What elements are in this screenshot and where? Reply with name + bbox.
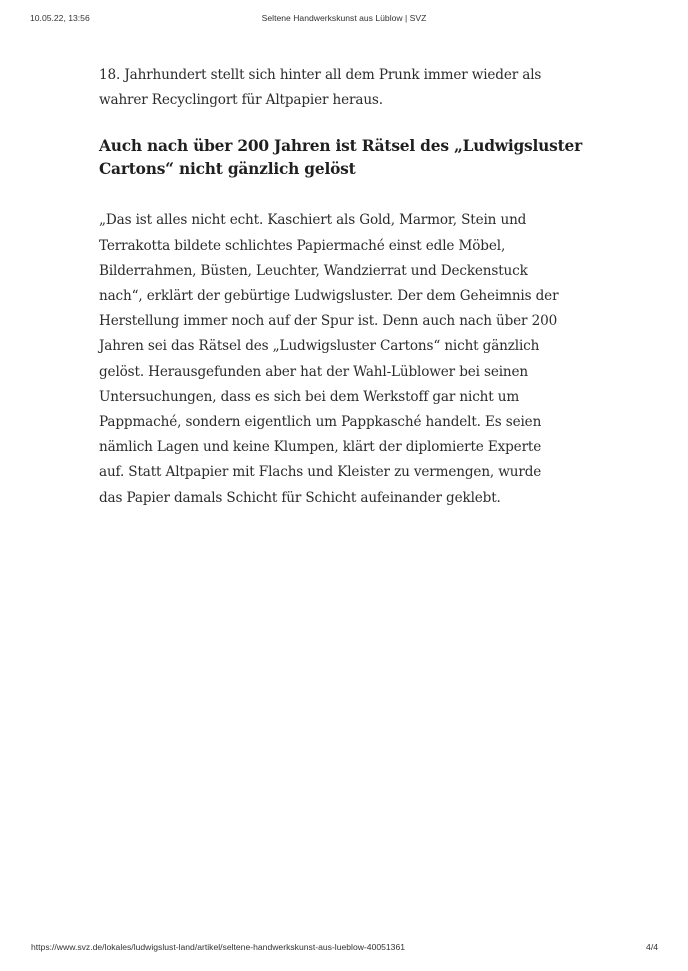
text-line: nach“, erklärt der gebürtige Ludwigsluster. Der dem Geheimnis der	[99, 288, 559, 305]
text-line: auf. Statt Altpapier mit Flachs und Kleister zu vermengen, wurde	[99, 464, 542, 481]
text-line: nämlich Lagen und keine Klumpen, klärt der diplomierte Experte	[99, 439, 542, 456]
section-subheading	[99, 135, 599, 180]
text-line: Jahren sei das Rätsel des „Ludwigsluster Cartons“ nicht gänzlich	[99, 338, 540, 355]
article-body	[99, 63, 599, 511]
text-line: wahrer Recyclingort für Altpapier heraus.	[99, 92, 383, 109]
print-header	[0, 13, 688, 27]
text-line: 18. Jahrhundert stellt sich hinter all dem Prunk immer wieder als	[99, 67, 542, 83]
heading-line: Cartons“ nicht gänzlich gelöst	[99, 159, 356, 178]
body-paragraph	[99, 208, 599, 510]
intro-paragraph	[99, 63, 599, 113]
text-line: Untersuchungen, dass es sich bei dem Werkstoff gar nicht um	[99, 388, 520, 405]
print-footer	[0, 942, 688, 956]
text-line: Bilderrahmen, Büsten, Leuchter, Wandzierrat und Deckenstuck	[99, 262, 528, 279]
heading-line: Auch nach über 200 Jahren ist Rätsel des „Ludwigsluster	[99, 137, 583, 156]
print-date-time: 10.05.22, 13:56	[30, 13, 90, 23]
print-page-title: Seltene Handwerkskunst aus Lüblow | SVZ	[261, 13, 427, 23]
page-number: 4/4	[646, 942, 658, 952]
text-line: Pappmaché, sondern eigentlich um Pappkasché handelt. Es seien	[99, 414, 542, 431]
source-url-link[interactable]: https://www.svz.de/lokales/ludwigslust-land/artikel/seltene-handwerkskunst-aus-lueblow-40051361	[31, 942, 406, 952]
text-line: Herstellung immer noch auf der Spur ist. Denn auch nach über 200	[99, 313, 558, 330]
text-line: das Papier damals Schicht für Schicht aufeinander geklebt.	[99, 489, 501, 506]
text-line: Terrakotta bildete schlichtes Papiermaché einst edle Möbel,	[99, 237, 506, 254]
text-line: gelöst. Herausgefunden aber hat der Wahl-Lüblower bei seinen	[99, 363, 529, 380]
text-line: „Das ist alles nicht echt. Kaschiert als Gold, Marmor, Stein und	[99, 212, 527, 229]
